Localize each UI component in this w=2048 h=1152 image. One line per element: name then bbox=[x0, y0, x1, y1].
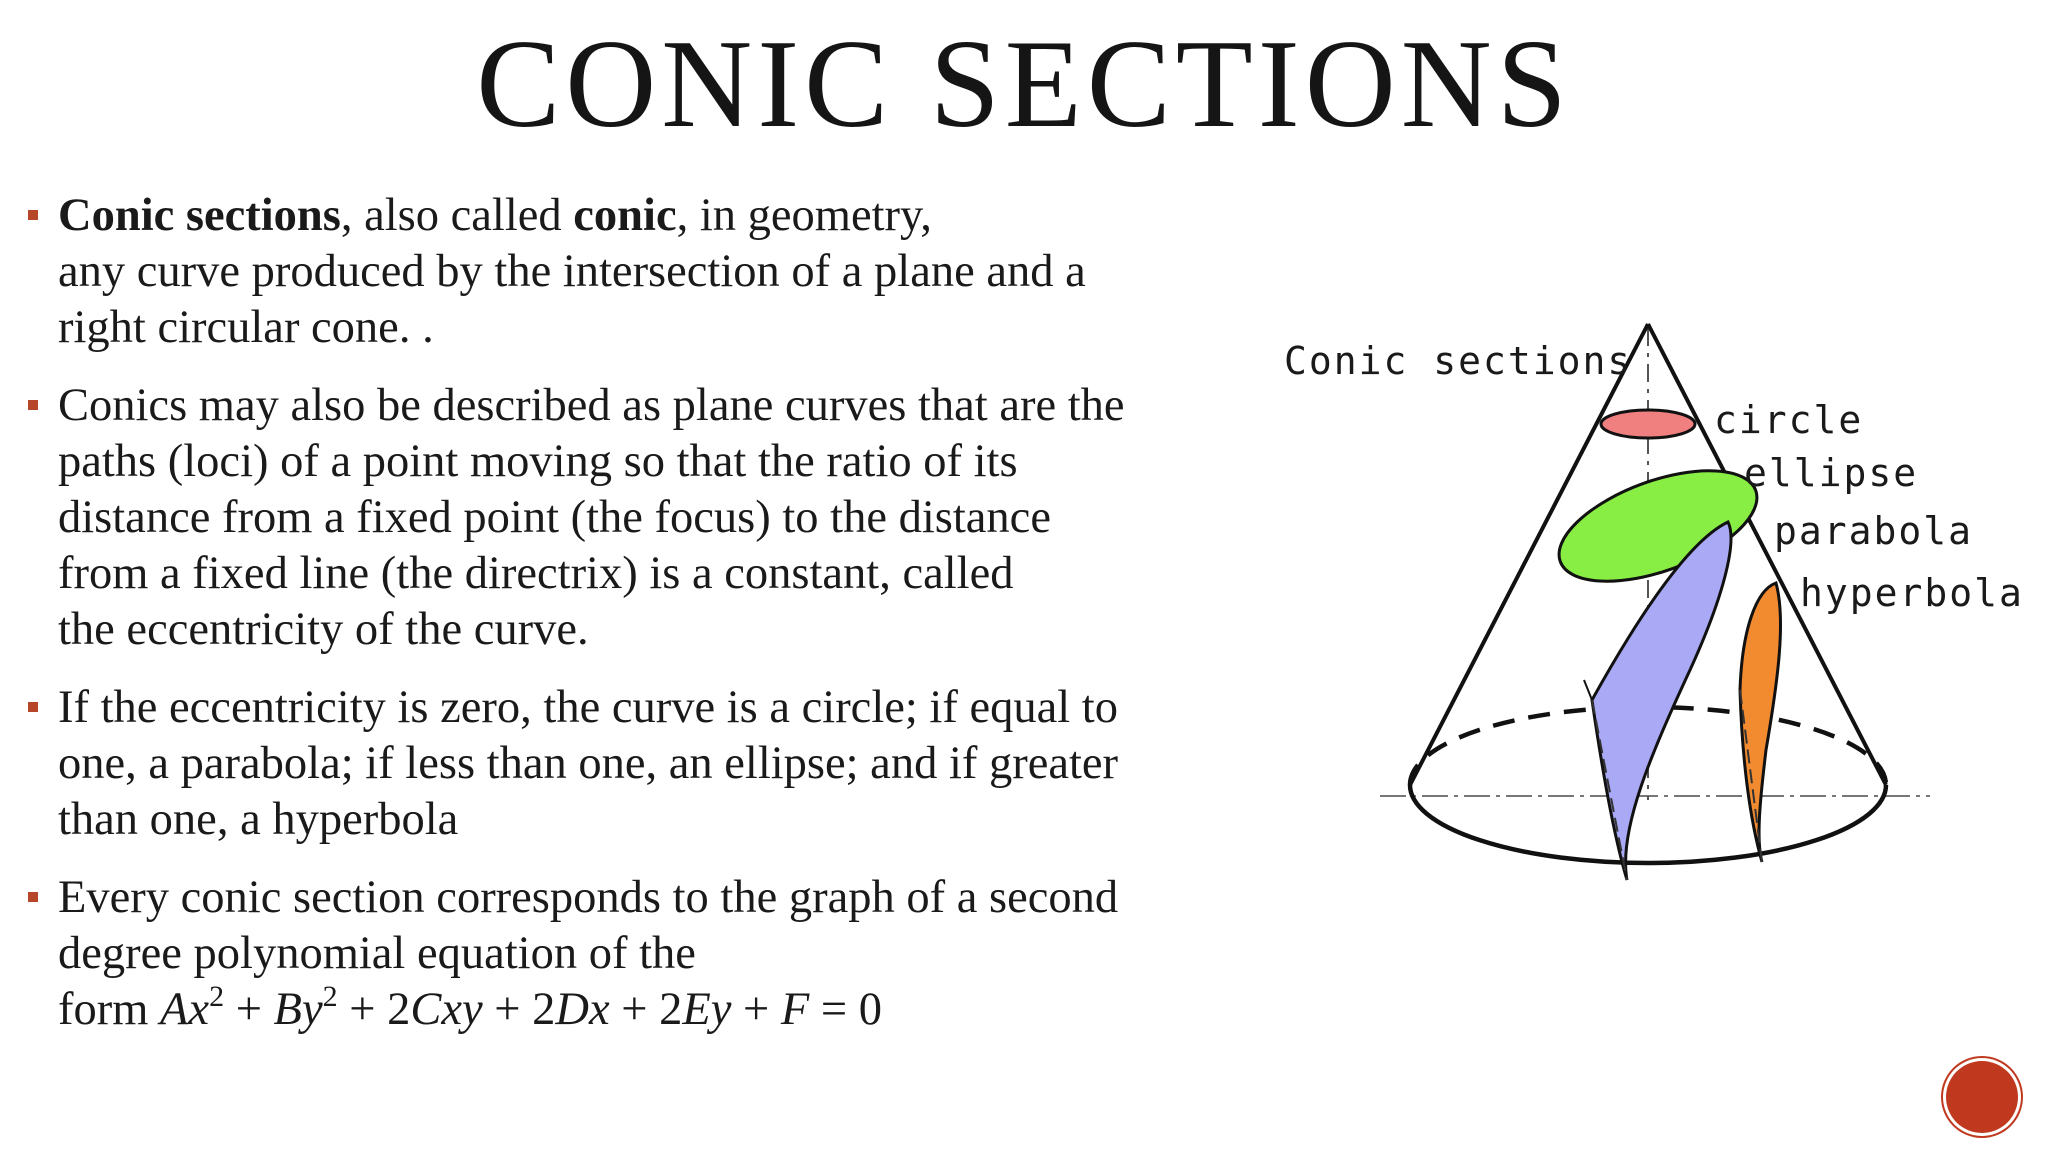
math-term: F bbox=[780, 984, 810, 1035]
text-segment: , also called bbox=[340, 190, 574, 241]
bullet-2 bbox=[28, 378, 1268, 658]
bullet-1-line-1 bbox=[58, 188, 1268, 244]
math-term: Ax bbox=[160, 984, 210, 1035]
parabola-tick bbox=[1584, 680, 1592, 700]
label-hyperbola: hyperbola bbox=[1800, 571, 2024, 615]
figure-title: Conic sections bbox=[1284, 339, 1633, 383]
bullet-2-line-4: from a fixed line (the directrix) is a constant, called bbox=[58, 548, 1014, 599]
cone-diagram bbox=[1270, 300, 2030, 900]
slide-title: CONIC SECTIONS bbox=[476, 15, 1572, 154]
bullet-marker bbox=[28, 210, 38, 220]
label-parabola: parabola bbox=[1774, 509, 1974, 553]
circle-section bbox=[1601, 410, 1695, 438]
bullet-1-line-3: right circular cone. . bbox=[58, 302, 434, 353]
bullet-2-line-3: distance from a fixed point (the focus) to the distance bbox=[58, 492, 1051, 543]
bullet-2-line-2: paths (loci) of a point moving so that the ratio of its bbox=[58, 436, 1018, 487]
polynomial-equation bbox=[58, 982, 1268, 1038]
slide-nav-button[interactable] bbox=[1946, 1061, 2018, 1133]
text-segment: form bbox=[58, 984, 161, 1035]
bullet-4 bbox=[28, 870, 1268, 1038]
math-operator: + 2 bbox=[609, 984, 683, 1035]
conic-sections-figure bbox=[1270, 300, 2030, 900]
math-term: Dx bbox=[555, 984, 610, 1035]
math-operator: + bbox=[224, 984, 274, 1035]
bullet-3-line-1: If the eccentricity is zero, the curve is a circle; if equal to bbox=[58, 682, 1118, 733]
ellipse-section bbox=[1545, 448, 1771, 604]
bullet-1 bbox=[28, 188, 1268, 356]
math-exponent: 2 bbox=[322, 980, 338, 1013]
bullet-4-line-1: Every conic section corresponds to the graph of a second bbox=[58, 872, 1119, 923]
text-segment: , in geometry, bbox=[676, 190, 932, 241]
math-operator: + 2 bbox=[482, 984, 556, 1035]
bullet-4-line-2: degree polynomial equation of the bbox=[58, 928, 696, 979]
math-exponent: 2 bbox=[209, 980, 225, 1013]
label-ellipse: ellipse bbox=[1744, 451, 1919, 495]
math-operator: + 2 bbox=[337, 984, 411, 1035]
hyperbola-section bbox=[1740, 583, 1781, 862]
bold-term-conic-sections: Conic sections bbox=[58, 190, 341, 241]
bullet-1-line-2: any curve produced by the intersection of a plane and a bbox=[58, 246, 1086, 297]
label-circle: circle bbox=[1714, 398, 1864, 442]
math-term: Ey bbox=[682, 984, 732, 1035]
bullet-list bbox=[28, 188, 1268, 1060]
bullet-marker bbox=[28, 892, 38, 902]
bold-term-conic: conic bbox=[573, 190, 677, 241]
math-operator: = 0 bbox=[809, 984, 882, 1035]
bullet-3 bbox=[28, 680, 1268, 848]
math-term: Cxy bbox=[410, 984, 483, 1035]
bullet-3-line-3: than one, a hyperbola bbox=[58, 794, 459, 845]
math-term: By bbox=[273, 984, 323, 1035]
bullet-3-line-2: one, a parabola; if less than one, an ellipse; and if greater bbox=[58, 738, 1119, 789]
bullet-2-line-5: the eccentricity of the curve. bbox=[58, 604, 589, 655]
math-operator: + bbox=[731, 984, 781, 1035]
bullet-marker bbox=[28, 702, 38, 712]
bullet-2-line-1: Conics may also be described as plane curves that are the bbox=[58, 380, 1125, 431]
bullet-marker bbox=[28, 400, 38, 410]
